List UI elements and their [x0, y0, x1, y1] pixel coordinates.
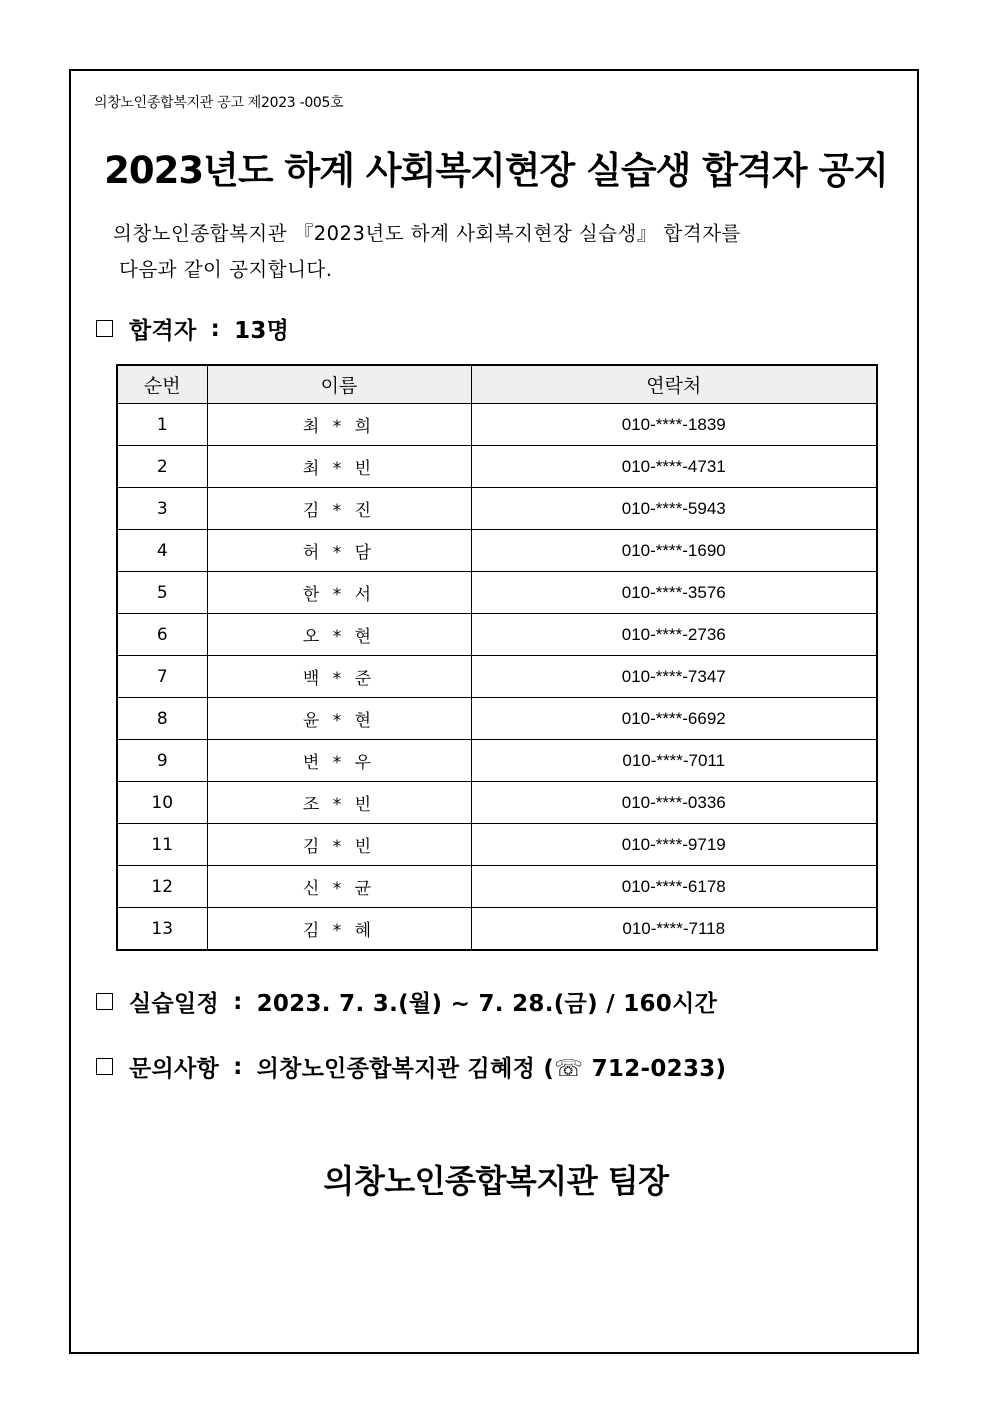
- row-number: 8: [117, 698, 207, 740]
- checkbox-square-icon: [96, 1058, 113, 1075]
- column-header-contact: 연락처: [471, 365, 877, 404]
- row-phone: 010-****-7118: [471, 908, 877, 951]
- row-number: 5: [117, 572, 207, 614]
- table-header-row: [117, 365, 877, 404]
- table-row: [117, 614, 877, 656]
- passers-separator: :: [210, 315, 221, 342]
- checkbox-square-icon: [96, 993, 113, 1010]
- row-number: 1: [117, 404, 207, 446]
- table-row: [117, 656, 877, 698]
- row-name: 최 * 희: [207, 404, 471, 446]
- row-name: 오 * 현: [207, 614, 471, 656]
- row-name: 김 * 빈: [207, 824, 471, 866]
- page-title: 2023년도 하계 사회복지현장 실습생 합격자 공지: [104, 149, 888, 192]
- schedule-separator: :: [233, 988, 243, 1015]
- table-row: [117, 446, 877, 488]
- row-phone: 010-****-9719: [471, 824, 877, 866]
- row-name: 조 * 빈: [207, 782, 471, 824]
- row-name: 신 * 균: [207, 866, 471, 908]
- schedule-label: 실습일정: [129, 991, 220, 1017]
- row-number: 12: [117, 866, 207, 908]
- row-number: 4: [117, 530, 207, 572]
- row-number: 11: [117, 824, 207, 866]
- row-name: 한 * 서: [207, 572, 471, 614]
- row-number: 7: [117, 656, 207, 698]
- table-row: [117, 698, 877, 740]
- passers-count: 13명: [234, 318, 290, 344]
- row-phone: 010-****-4731: [471, 446, 877, 488]
- contact-label: 문의사항: [129, 1056, 220, 1082]
- schedule-heading: [96, 985, 717, 1018]
- row-name: 허 * 담: [207, 530, 471, 572]
- contact-separator: :: [233, 1053, 243, 1080]
- row-phone: 010-****-5943: [471, 488, 877, 530]
- row-phone: 010-****-1690: [471, 530, 877, 572]
- table-row: [117, 866, 877, 908]
- row-phone: 010-****-7347: [471, 656, 877, 698]
- row-phone: 010-****-2736: [471, 614, 877, 656]
- row-phone: 010-****-6692: [471, 698, 877, 740]
- checkbox-square-icon: [96, 320, 113, 337]
- column-header-name: 이름: [207, 365, 471, 404]
- table-row: [117, 404, 877, 446]
- notice-number: 의창노인종합복지관 공고 제2023 -005호: [94, 95, 344, 111]
- row-name: 김 * 혜: [207, 908, 471, 951]
- row-name: 백 * 준: [207, 656, 471, 698]
- intro-paragraph: [113, 216, 741, 288]
- row-number: 6: [117, 614, 207, 656]
- row-name: 최 * 빈: [207, 446, 471, 488]
- table-row: [117, 824, 877, 866]
- row-phone: 010-****-6178: [471, 866, 877, 908]
- row-number: 10: [117, 782, 207, 824]
- row-phone: 010-****-0336: [471, 782, 877, 824]
- intro-line-2: 다음과 같이 공지합니다.: [119, 258, 333, 281]
- row-number: 9: [117, 740, 207, 782]
- row-name: 윤 * 현: [207, 698, 471, 740]
- row-number: 2: [117, 446, 207, 488]
- row-phone: 010-****-3576: [471, 572, 877, 614]
- passers-table: [116, 364, 878, 951]
- table-row: [117, 740, 877, 782]
- table-row: [117, 488, 877, 530]
- row-phone: 010-****-7011: [471, 740, 877, 782]
- table-row: [117, 908, 877, 951]
- signature: 의창노인종합복지관 팀장: [323, 1162, 669, 1200]
- passers-heading: [96, 312, 289, 345]
- passers-label: 합격자: [129, 318, 197, 344]
- intro-line-1: 의창노인종합복지관 『2023년도 하계 사회복지현장 실습생』 합격자를: [113, 222, 741, 245]
- row-number: 3: [117, 488, 207, 530]
- schedule-value: 2023. 7. 3.(월) ~ 7. 28.(금) / 160시간: [256, 991, 718, 1017]
- row-name: 김 * 진: [207, 488, 471, 530]
- row-number: 13: [117, 908, 207, 951]
- row-name: 변 * 우: [207, 740, 471, 782]
- row-phone: 010-****-1839: [471, 404, 877, 446]
- column-header-number: 순번: [117, 365, 207, 404]
- table-row: [117, 572, 877, 614]
- table-row: [117, 530, 877, 572]
- contact-heading: [96, 1050, 726, 1083]
- table-row: [117, 782, 877, 824]
- contact-value: 의창노인종합복지관 김혜정 (☏ 712-0233): [256, 1056, 727, 1082]
